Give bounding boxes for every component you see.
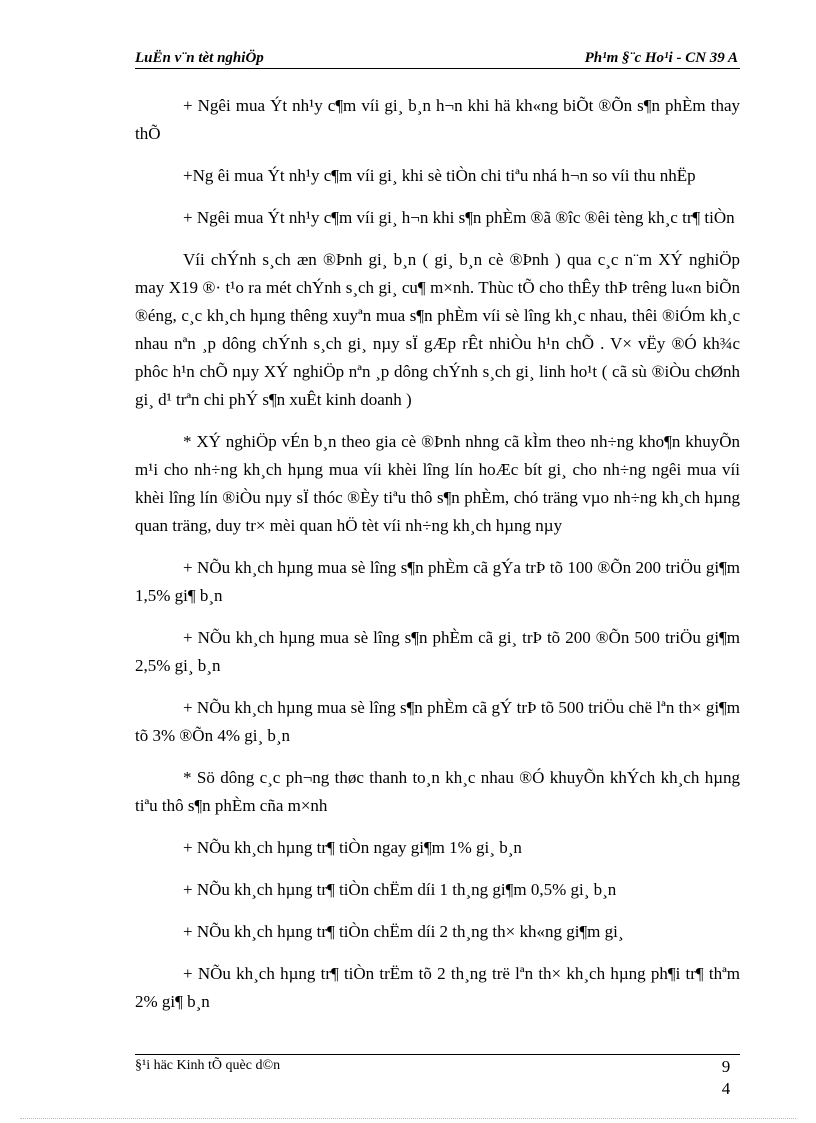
header-author: Ph¹m §¨c Ho¹i - CN 39 A [584, 50, 738, 66]
paragraph: + Ngêi mua Ýt nh¹y c¶m víi gi¸ b¸n h¬n khi hä kh«ng biÕt ®Õn s¶n phÈm thay thÕ [135, 96, 740, 143]
paragraph: + NÕu kh¸ch hµng mua sè lîng s¶n phÈm cã gÝ trÞ tõ 500 triÖu chë lªn th× gi¶m tõ 3% ®Õn 4% gi¸ b¸n [135, 698, 740, 745]
page-bottom-edge [20, 1118, 796, 1119]
paragraph: + Ngêi mua Ýt nh¹y c¶m víi gi¸ h¬n khi s¶n phÈm ®ã ®îc ®êi tèng kh¸c tr¶ tiÒn [183, 208, 735, 227]
paragraph: + NÕu kh¸ch hµng mua sè lîng s¶n phÈm cã gi¸ trÞ tõ 200 ®Õn 500 triÖu gi¶m 2,5% gi¸ b¸n [135, 628, 740, 675]
page-number-line2: 4 [721, 1079, 731, 1098]
paragraph: + NÕu kh¸ch hµng tr¶ tiÒn trËm tõ 2 th¸ng trë lªn th× kh¸ch hµng ph¶i tr¶ thªm 2% gi¶ b¸n [135, 964, 740, 1011]
paragraph: +Ng êi mua Ýt nh¹y c¶m víi gi¸ khi sè tiÒn chi tiªu nhá h¬n so víi thu nhËp [183, 166, 696, 185]
paragraph: + NÕu kh¸ch hµng mua sè lîng s¶n phÈm cã gÝa trÞ tõ 100 ®Õn 200 triÖu gi¶m 1,5% gi¶ b¸n [135, 558, 740, 605]
header-thesis-title: LuËn v¨n tèt nghiÖp [135, 50, 264, 66]
footer-divider [135, 1054, 740, 1055]
paragraph: + NÕu kh¸ch hµng tr¶ tiÒn chËm díi 2 th¸ng th× kh«ng gi¶m gi¸ [183, 922, 624, 941]
document-body [135, 92, 740, 1030]
footer-university: §¹i häc Kinh tÕ quèc d©n [135, 1058, 281, 1073]
paragraph: * XÝ nghiÖp vÉn b¸n theo gia cè ®Þnh nhng cã kÌm theo nh÷ng kho¶n khuyÕn m¹i cho nh÷ng kh¸ch hµng mua víi khèi lîng lín hoÆc bít gi¸ cho nh÷ng ngêi mua víi khèi lîng lín ®iÒu nµy sÏ thóc ®Èy tiªu thô s¶n phÈm, chó träng vµo nh÷ng kh¸ch hµng quan träng, duy tr× mèi quan hÖ tèt víi nh÷ng kh¸ch hµng nµy [135, 432, 740, 535]
paragraph: + NÕu kh¸ch hµng tr¶ tiÒn chËm díi 1 th¸ng gi¶m 0,5% gi¸ b¸n [183, 880, 617, 899]
paragraph: + NÕu kh¸ch hµng tr¶ tiÒn ngay gi¶m 1% gi¸ b¸n [183, 838, 522, 857]
paragraph: Víi chÝnh s¸ch æn ®Þnh gi¸ b¸n ( gi¸ b¸n cè ®Þnh ) qua c¸c n¨m XÝ nghiÖp may X19 ®· t¹o ra mét chÝnh s¸ch gi¸ cu¶ m×nh. Thùc tÕ cho thÊy thÞ trêng lu«n biÕn ®éng, c¸c kh¸ch hµng thêng xuyªn mua s¶n phÈm víi sè lîng kh¸c nhau, thêi ®iÓm kh¸c nhau nªn ¸p dông chÝnh s¸ch gi¸ nµy sÏ gÆp rÊt nhiÒu h¹n chÕ . V× vËy ®Ó kh¾c phôc h¹n chÕ nµy XÝ nghiÖp nªn ¸p dông chÝnh s¸ch gi¸ linh ho¹t ( cã sù ®iÒu chØnh gi¸ d¹ trªn chi phÝ s¶n xuÊt kinh doanh ) [135, 250, 740, 409]
page-number [716, 1056, 736, 1100]
paragraph: * Sö dông c¸c ph¬ng thøc thanh to¸n kh¸c nhau ®Ó khuyÕn khÝch kh¸ch hµng tiªu thô s¶n phÈm cña m×nh [135, 768, 740, 815]
page-header [135, 48, 740, 69]
page-number-line1: 9 [721, 1057, 731, 1076]
